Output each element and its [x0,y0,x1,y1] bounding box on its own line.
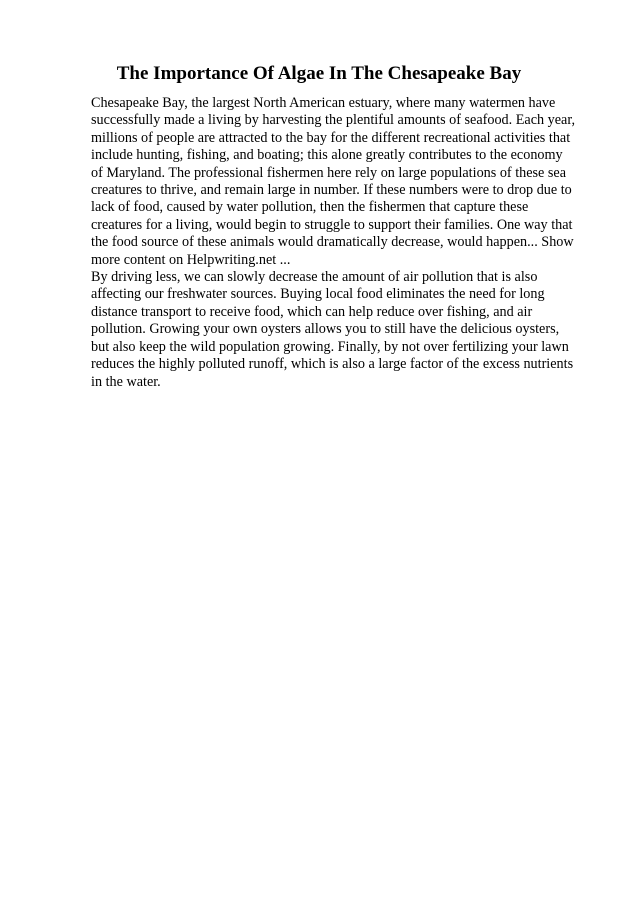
paragraph-line: lack of food, caused by water pollution, then the fishermen that capture these [91,199,529,216]
paragraph-line: of Maryland. The professional fishermen here rely on large populations of these sea [91,164,567,181]
paragraph-1 [91,95,576,269]
page-title: The Importance Of Algae In The Chesapeake Bay [116,63,522,84]
paragraph-2 [91,269,574,391]
paragraph-line: successfully made a living by harvesting the plentiful amounts of seafood. Each year, [91,112,576,129]
paragraph-line: Chesapeake Bay, the largest North American estuary, where many watermen have [91,95,556,111]
paragraph-line: more content on Helpwriting.net ... [91,251,291,268]
document-body [91,95,576,391]
paragraph-line: affecting our freshwater sources. Buying local food eliminates the need for long [91,286,545,303]
paragraph-line: in the water. [91,373,161,390]
paragraph-line: pollution. Growing your own oysters allows you to still have the delicious oysters, [91,321,560,338]
paragraph-line: reduces the highly polluted runoff, which is also a large factor of the excess nutrients [91,356,574,373]
paragraph-line: millions of people are attracted to the bay for the different recreational activities that [91,129,571,146]
paragraph-line: the food source of these animals would dramatically decrease, would happen... Show [91,234,574,251]
paragraph-line: distance transport to receive food, which can help reduce over fishing, and air [91,303,533,320]
paragraph-line: but also keep the wild population growing. Finally, by not over fertilizing your lawn [91,338,569,355]
paragraph-line: By driving less, we can slowly decrease the amount of air pollution that is also [91,269,538,286]
paragraph-line: include hunting, fishing, and boating; this alone greatly contributes to the economy [91,147,563,164]
paragraph-line: creatures for a living, would begin to struggle to support their families. One way that [91,216,573,233]
paragraph-line: creatures to thrive, and remain large in number. If these numbers were to drop due to [91,182,572,199]
